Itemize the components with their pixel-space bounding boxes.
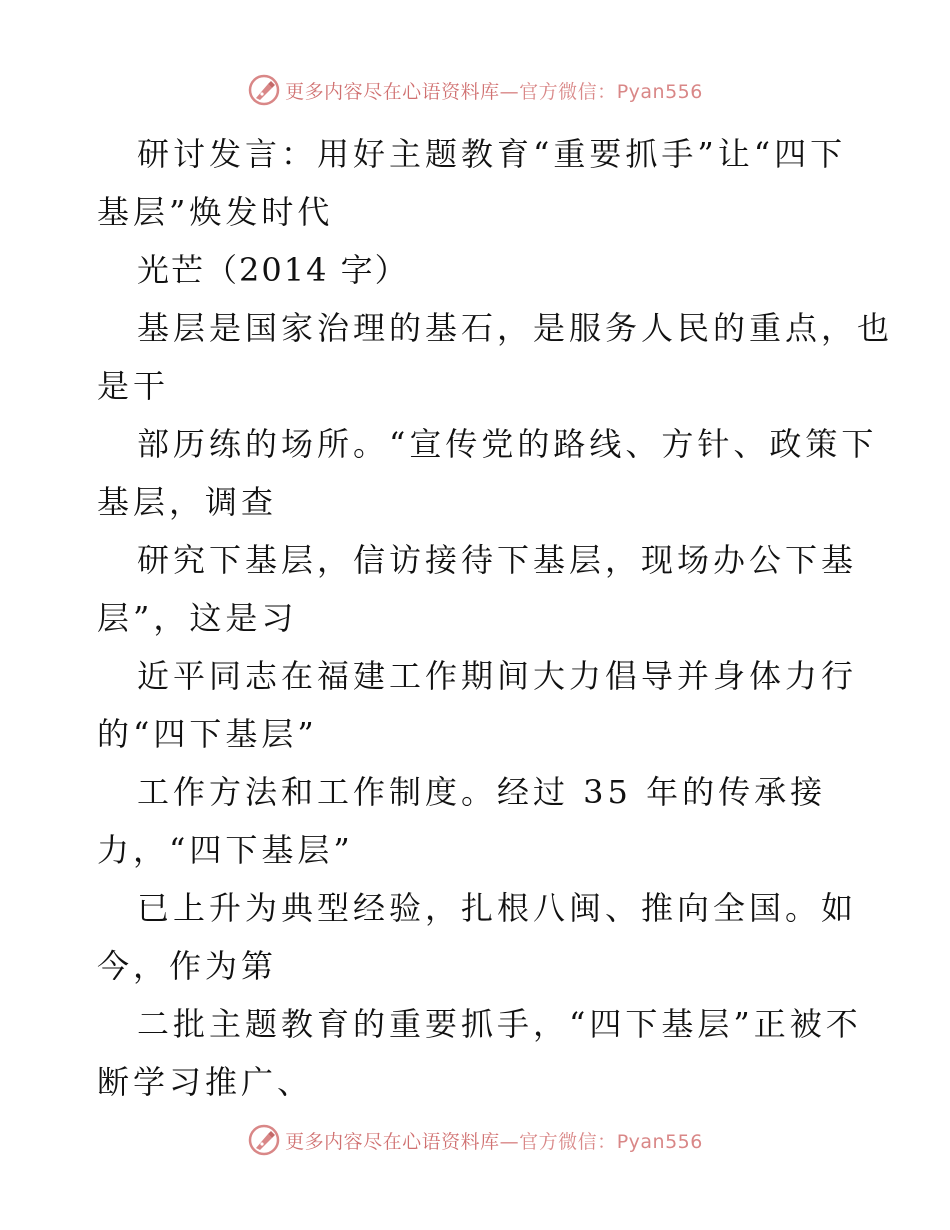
doc-line: 基层”焕发时代 xyxy=(97,193,334,231)
header-banner xyxy=(0,70,950,110)
doc-line: 今，作为第 xyxy=(97,947,278,985)
footer-banner xyxy=(0,1120,950,1160)
doc-line: 层”，这是习 xyxy=(97,599,298,637)
banner-wechat-label: 官方微信： xyxy=(519,1130,617,1153)
banner-main-text: 更多内容尽在心语资料库 xyxy=(285,80,500,103)
banner-dash: — xyxy=(499,80,520,103)
banner-wechat-label: 官方微信： xyxy=(519,80,617,103)
pen-nib-logo-icon xyxy=(247,73,281,107)
doc-line: 的“四下基层” xyxy=(97,715,318,753)
banner-wechat-id: Pyan556 xyxy=(616,1130,703,1153)
banner-text xyxy=(285,77,703,104)
banner-main-text: 更多内容尽在心语资料库 xyxy=(285,1130,500,1153)
doc-line: 研讨发言：用好主题教育“重要抓手”让“四下 xyxy=(137,135,847,173)
doc-line: 研究下基层，信访接待下基层，现场办公下基 xyxy=(137,541,858,579)
doc-line: 二批主题教育的重要抓手，“四下基层”正被不 xyxy=(137,1005,862,1043)
banner-text xyxy=(285,1127,703,1154)
doc-line: 已上升为典型经验，扎根八闽、推向全国。如 xyxy=(137,889,858,927)
doc-line: 基层是国家治理的基石，是服务人民的重点，也 xyxy=(137,309,894,347)
doc-line: 断学习推广、 xyxy=(97,1063,314,1101)
doc-line: 是干 xyxy=(97,367,170,405)
pen-nib-logo-icon xyxy=(247,1123,281,1157)
document-body xyxy=(97,125,894,1111)
doc-line: 部历练的场所。“宣传党的路线、方针、政策下 xyxy=(137,425,878,463)
doc-line: 工作方法和工作制度。经过 35 年的传承接 xyxy=(137,773,827,811)
doc-line: 力，“四下基层” xyxy=(97,831,354,869)
banner-wechat-id: Pyan556 xyxy=(616,80,703,103)
banner-dash: — xyxy=(499,1130,520,1153)
doc-line: 基层，调查 xyxy=(97,483,278,521)
doc-line: 近平同志在福建工作期间大力倡导并身体力行 xyxy=(137,657,858,695)
doc-line: 光芒（2014 字） xyxy=(137,251,409,289)
